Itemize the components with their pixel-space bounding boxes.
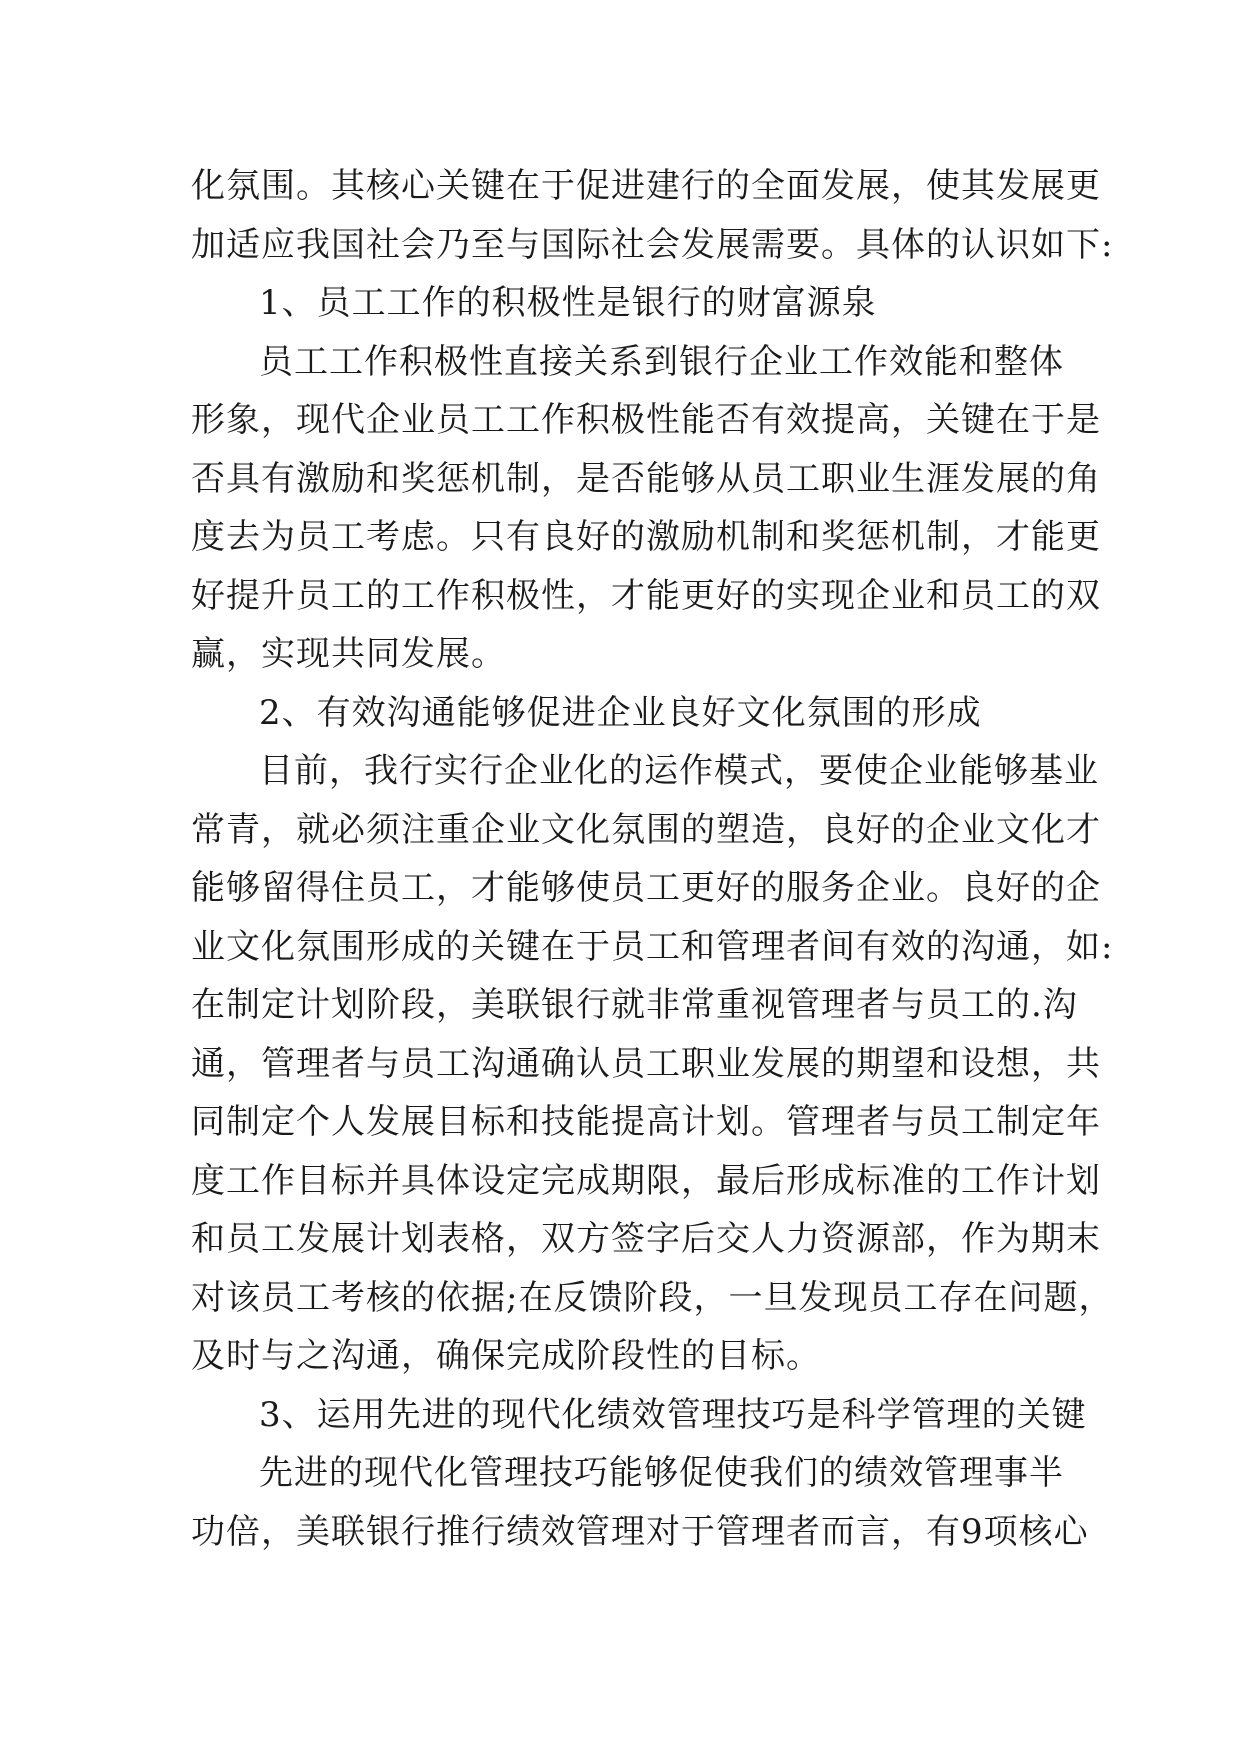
body-text (191, 157, 1114, 1561)
text-line: 对该员工考核的依据;在反馈阶段，一旦发现员工存在问题， (191, 1277, 1114, 1318)
text-line: 在制定计划阶段，美联银行就非常重视管理者与员工的.沟 (191, 985, 1078, 1025)
text-line: 通，管理者与员工沟通确认员工职业发展的期望和设想，共 (191, 1043, 1101, 1084)
text-line: 形象，现代企业员工工作积极性能否有效提高，关键在于是 (191, 400, 1101, 440)
paragraph-first-line: 员工工作积极性直接关系到银行企业工作效能和整体 (259, 341, 1064, 382)
text-line: 加适应我国社会乃至与国际社会发展需要。具体的认识如下: (191, 224, 1114, 265)
text-line: 功倍，美联银行推行绩效管理对于管理者而言，有9项核心 (191, 1511, 1089, 1552)
text-line: 好提升员工的工作积极性，才能更好的实现企业和员工的双 (191, 575, 1101, 616)
text-line: 度去为员工考虑。只有良好的激励机制和奖惩机制，才能更 (191, 517, 1101, 557)
section-heading-2: 2、有效沟通能够促进企业良好文化氛围的形成 (259, 692, 982, 733)
section-heading-1: 1、员工工作的积极性是银行的财富源泉 (259, 283, 877, 323)
section-heading-3: 3、运用先进的现代化绩效管理技巧是科学管理的关键 (259, 1394, 1087, 1435)
text-line: 和员工发展计划表格，双方签字后交人力资源部，作为期末 (191, 1219, 1101, 1259)
text-line: 业文化氛围形成的关键在于员工和管理者间有效的沟通，如: (191, 926, 1114, 967)
paragraph-first-line: 先进的现代化管理技巧能够促使我们的绩效管理事半 (259, 1453, 1064, 1493)
paragraph-last-line: 及时与之沟通，确保完成阶段性的目标。 (191, 1336, 821, 1376)
text-line: 化氛围。其核心关键在于促进建行的全面发展，使其发展更 (191, 166, 1101, 206)
paragraph-first-line: 目前，我行实行企业化的运作模式，要使企业能够基业 (259, 751, 1099, 791)
text-line: 常青，就必须注重企业文化氛围的塑造，良好的企业文化才 (191, 809, 1101, 850)
text-line: 能够留得住员工，才能够使员工更好的服务企业。良好的企 (191, 868, 1101, 908)
paragraph-last-line: 赢，实现共同发展。 (191, 634, 506, 674)
text-line: 度工作目标并具体设定完成期限，最后形成标准的工作计划 (191, 1160, 1101, 1201)
text-line: 否具有激励和奖惩机制，是否能够从员工职业生涯发展的角 (191, 458, 1101, 499)
text-line: 同制定个人发展目标和技能提高计划。管理者与员工制定年 (191, 1102, 1101, 1142)
